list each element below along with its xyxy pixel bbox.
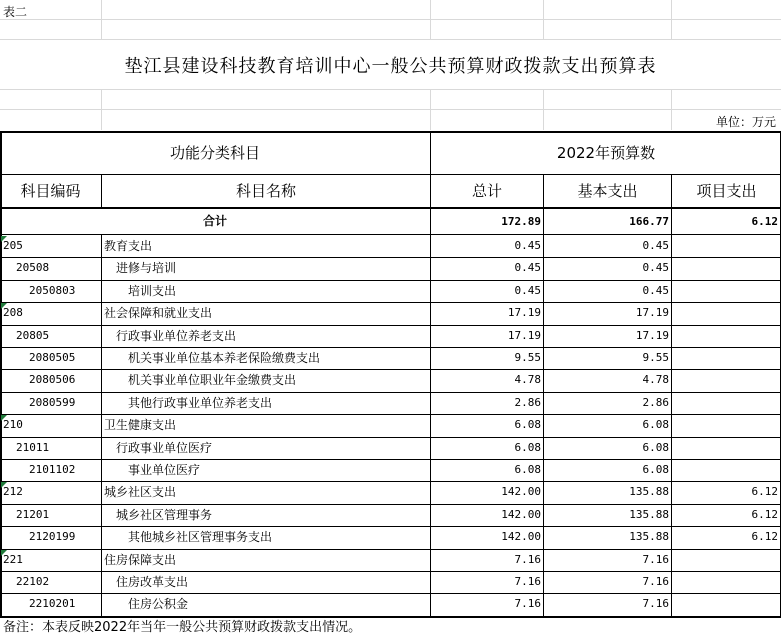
cell-name: 其他行政事业单位养老支出 xyxy=(128,395,273,410)
cell-project xyxy=(672,392,778,414)
footnote: 备注：本表反映2022年当年一般公共预算财政拨款支出情况。 xyxy=(3,620,362,635)
gridline xyxy=(671,0,672,39)
cell-total: 142.00 xyxy=(501,530,541,544)
table-border xyxy=(101,234,102,616)
cell-basic: 9.55 xyxy=(642,351,669,364)
header-basic: 基本支出 xyxy=(577,182,638,200)
gridline xyxy=(430,89,431,130)
gridline xyxy=(0,19,781,20)
cell-code: 21011 xyxy=(16,440,50,454)
cell-basic: 135.88 xyxy=(629,530,669,544)
gridline xyxy=(0,39,781,40)
cell-name: 住房公积金 xyxy=(128,597,189,612)
cell-basic: 4.78 xyxy=(642,373,669,387)
cell-name: 培训支出 xyxy=(128,283,177,298)
cell-total: 0.45 xyxy=(514,261,541,275)
cell-total: 6.08 xyxy=(514,418,541,432)
header-name: 科目名称 xyxy=(235,182,296,200)
cell-project xyxy=(672,302,778,324)
gridline xyxy=(0,89,781,90)
header-project: 项目支出 xyxy=(696,182,757,200)
cell-project xyxy=(672,369,778,391)
cell-basic: 0.45 xyxy=(642,283,669,297)
cell-total: 0.45 xyxy=(514,239,541,252)
cell-project xyxy=(672,257,778,279)
gridline xyxy=(0,109,781,110)
cell-total: 7.16 xyxy=(514,552,541,566)
summary-label: 合计 xyxy=(202,214,227,228)
cell-project xyxy=(672,593,778,615)
cell-project: 6.12 xyxy=(751,507,778,521)
cell-project xyxy=(672,414,778,436)
cell-project: 6.12 xyxy=(751,530,778,544)
cell-marker-icon xyxy=(1,415,7,421)
cell-name: 住房改革支出 xyxy=(116,575,189,589)
header-code: 科目编码 xyxy=(20,182,81,200)
header-total: 总计 xyxy=(471,182,502,200)
cell-code: 205 xyxy=(3,239,23,252)
cell-basic: 17.19 xyxy=(635,328,669,342)
cell-basic: 7.16 xyxy=(642,552,669,566)
cell-name: 进修与培训 xyxy=(116,261,177,276)
cell-basic: 135.88 xyxy=(629,485,669,499)
cell-name: 城乡社区支出 xyxy=(104,485,177,500)
cell-total: 17.19 xyxy=(507,328,541,342)
cell-total: 6.08 xyxy=(514,440,541,454)
table-border xyxy=(0,616,781,618)
cell-code: 2101102 xyxy=(29,463,76,476)
cell-marker-icon xyxy=(1,550,7,556)
cell-marker-icon xyxy=(1,236,7,242)
cell-code: 212 xyxy=(3,485,23,499)
gridline xyxy=(543,0,544,39)
cell-code: 20508 xyxy=(16,261,50,275)
cell-basic: 6.08 xyxy=(642,440,669,454)
cell-project xyxy=(672,459,778,481)
cell-total: 7.16 xyxy=(514,597,541,611)
header-functional-category: 功能分类科目 xyxy=(169,144,260,162)
cell-name: 事业单位医疗 xyxy=(128,463,201,477)
gridline xyxy=(543,89,544,130)
gridline xyxy=(101,0,102,39)
cell-marker-icon xyxy=(1,303,7,309)
cell-basic: 2.86 xyxy=(642,395,669,409)
cell-total: 4.78 xyxy=(514,373,541,387)
cell-basic: 6.08 xyxy=(642,418,669,432)
cell-name: 城乡社区管理事务 xyxy=(116,507,213,522)
cell-total: 7.16 xyxy=(514,575,541,588)
cell-name: 机关事业单位职业年金缴费支出 xyxy=(128,373,297,388)
cell-code: 2080599 xyxy=(29,395,76,409)
cell-basic: 7.16 xyxy=(642,597,669,611)
cell-name: 社会保障和就业支出 xyxy=(104,306,213,321)
summary-basic: 166.77 xyxy=(629,215,669,228)
cell-project xyxy=(672,347,778,369)
cell-project xyxy=(672,235,778,257)
cell-project xyxy=(672,549,778,571)
unit-label: 单位：万元 xyxy=(715,115,776,129)
cell-name: 教育支出 xyxy=(104,239,153,253)
cell-project xyxy=(672,571,778,593)
cell-code: 21201 xyxy=(16,507,50,521)
cell-project xyxy=(672,325,778,347)
cell-code: 2120199 xyxy=(29,530,76,544)
cell-marker-icon xyxy=(1,482,7,488)
cell-total: 17.19 xyxy=(507,306,541,320)
cell-code: 2210201 xyxy=(29,597,76,611)
gridline xyxy=(430,0,431,39)
cell-total: 142.00 xyxy=(501,485,541,499)
cell-basic: 0.45 xyxy=(642,261,669,275)
cell-basic: 0.45 xyxy=(642,239,669,252)
summary-project: 6.12 xyxy=(751,215,778,228)
cell-name: 行政事业单位医疗 xyxy=(116,440,213,455)
cell-basic: 135.88 xyxy=(629,507,669,521)
summary-total: 172.89 xyxy=(501,215,541,228)
page-title: 垫江县建设科技教育培训中心一般公共预算财政拨款支出预算表 xyxy=(124,56,657,77)
cell-total: 2.86 xyxy=(514,395,541,409)
cell-code: 20805 xyxy=(16,328,50,342)
cell-total: 6.08 xyxy=(514,463,541,476)
cell-basic: 6.08 xyxy=(642,463,669,476)
cell-code: 210 xyxy=(3,418,23,432)
cell-code: 2080505 xyxy=(29,351,76,364)
cell-name: 机关事业单位基本养老保险缴费支出 xyxy=(128,351,321,365)
cell-code: 221 xyxy=(3,552,23,566)
header-budget-year: 2022年预算数 xyxy=(556,144,656,162)
cell-basic: 7.16 xyxy=(642,575,669,588)
cell-code: 22102 xyxy=(16,575,50,588)
cell-name: 卫生健康支出 xyxy=(104,418,177,433)
cell-total: 142.00 xyxy=(501,507,541,521)
gridline xyxy=(101,89,102,130)
cell-project: 6.12 xyxy=(751,485,778,499)
cell-project xyxy=(672,280,778,302)
cell-name: 住房保障支出 xyxy=(104,552,177,567)
cell-name: 行政事业单位养老支出 xyxy=(116,328,237,343)
cell-total: 0.45 xyxy=(514,283,541,297)
cell-project xyxy=(672,437,778,459)
sheet-label: 表二 xyxy=(3,5,28,19)
cell-code: 208 xyxy=(3,306,23,320)
cell-code: 2050803 xyxy=(29,283,76,297)
cell-basic: 17.19 xyxy=(635,306,669,320)
cell-total: 9.55 xyxy=(514,351,541,364)
cell-code: 2080506 xyxy=(29,373,76,387)
cell-name: 其他城乡社区管理事务支出 xyxy=(128,530,273,545)
